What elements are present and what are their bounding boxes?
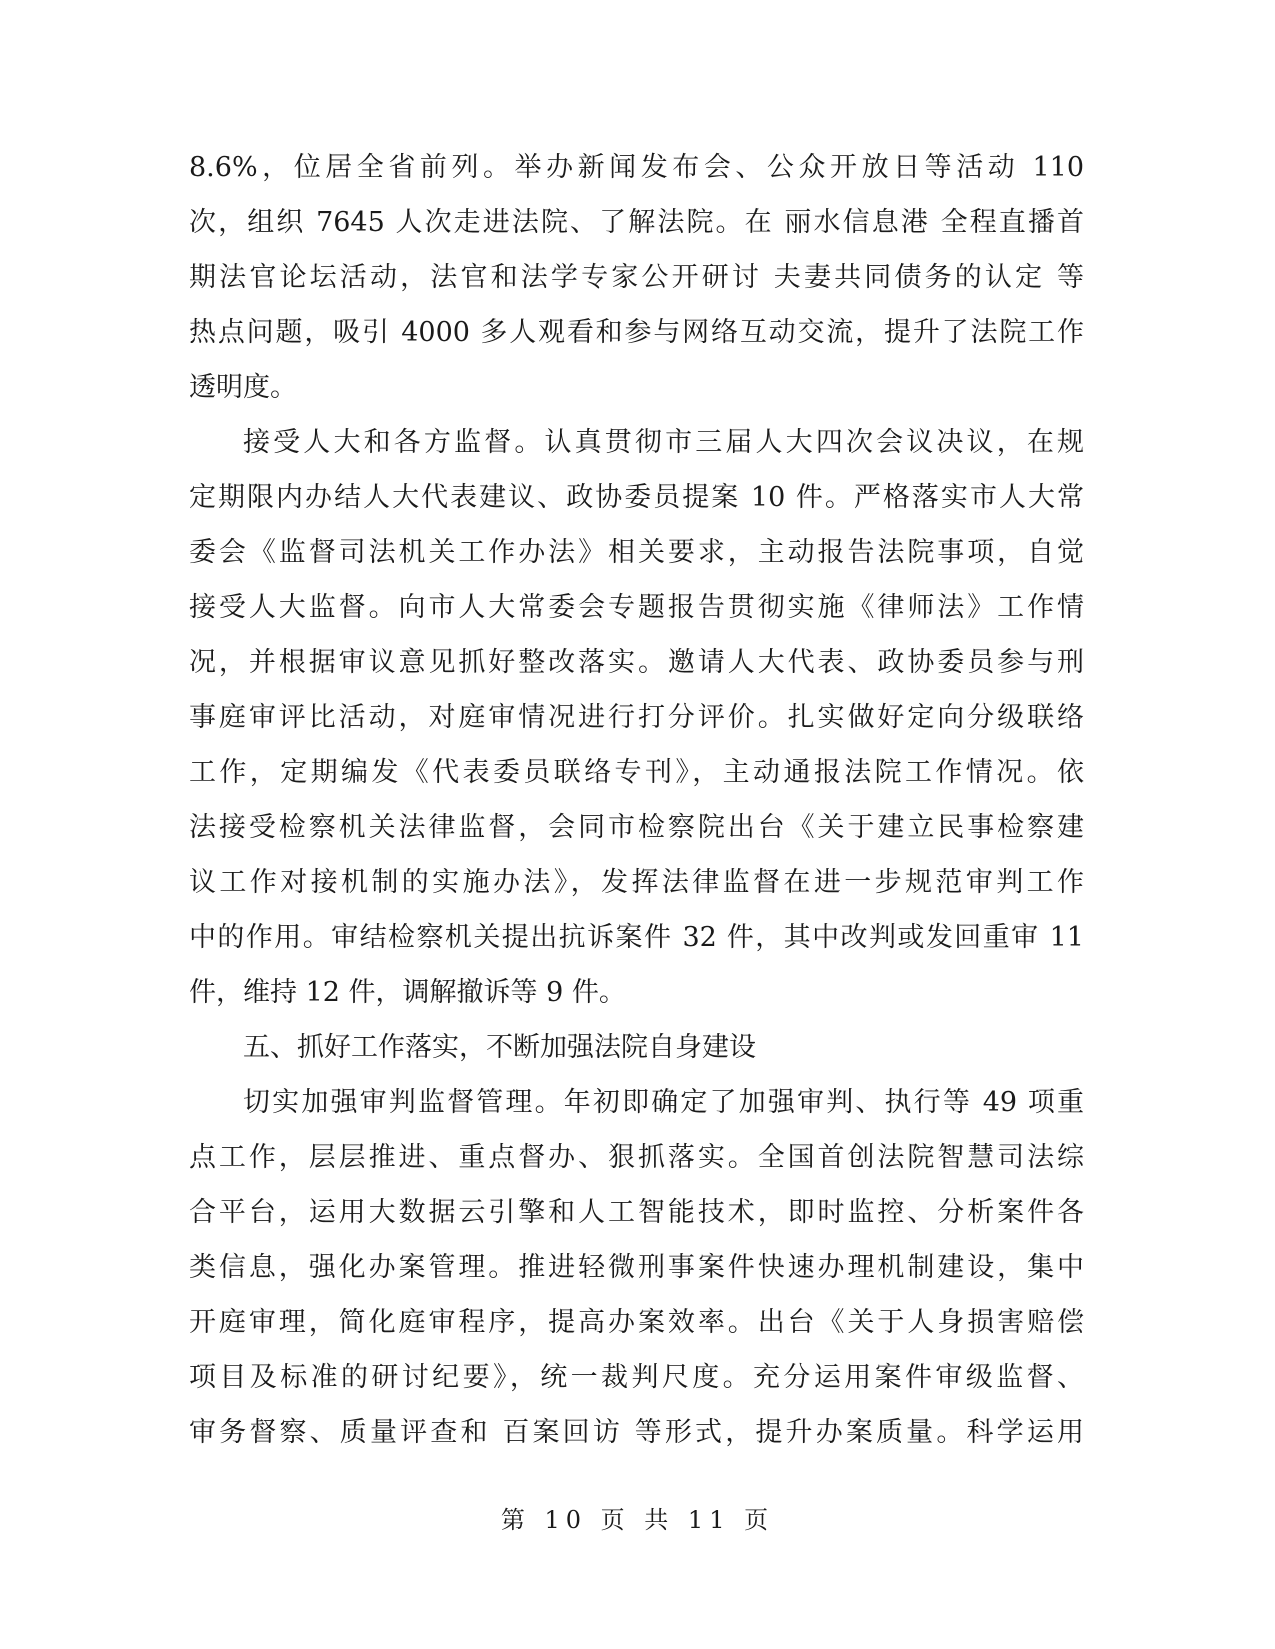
text-line: 切实加强审判监督管理。年初即确定了加强审判、执行等 49 项重: [243, 1087, 1084, 1118]
text-line: 事庭审评比活动，对庭审情况进行打分评价。扎实做好定向分级联络: [189, 702, 1084, 733]
text-line: 次，组织 7645 人次走进法院、了解法院。在 丽水信息港 全程直播首: [189, 207, 1084, 238]
text-line: 工作，定期编发《代表委员联络专刊》，主动通报法院工作情况。依: [189, 757, 1084, 788]
text-line: 期法官论坛活动，法官和法学专家公开研讨 夫妻共同债务的认定 等: [189, 262, 1084, 293]
text-line: 项目及标准的研讨纪要》，统一裁判尺度。充分运用案件审级监督、: [189, 1362, 1084, 1393]
text-line: 接受人大和各方监督。认真贯彻市三届人大四次会议决议，在规: [243, 427, 1084, 458]
paragraph-supervision: [189, 415, 1084, 1020]
text-line: 类信息，强化办案管理。推进轻微刑事案件快速办理机制建设，集中: [189, 1252, 1084, 1283]
text-line: 接受人大监督。向市人大常委会专题报告贯彻实施《律师法》工作情: [189, 592, 1084, 623]
text-line: 议工作对接机制的实施办法》，发挥法律监督在进一步规范审判工作: [189, 867, 1084, 898]
document-body: [189, 140, 1084, 1460]
text-line: 中的作用。审结检察机关提出抗诉案件 32 件，其中改判或发回重审 11: [189, 922, 1084, 953]
text-line: 审务督察、质量评查和 百案回访 等形式，提升办案质量。科学运用: [189, 1417, 1084, 1448]
text-line: 8.6%，位居全省前列。举办新闻发布会、公众开放日等活动 110: [189, 152, 1084, 183]
text-line: 况，并根据审议意见抓好整改落实。邀请人大代表、政协委员参与刑: [189, 647, 1084, 678]
paragraph-trial-management: [189, 1075, 1084, 1460]
text-line: 法接受检察机关法律监督，会同市检察院出台《关于建立民事检察建: [189, 812, 1084, 843]
section-heading: [189, 1020, 1084, 1075]
heading-text: 五、抓好工作落实，不断加强法院自身建设: [243, 1032, 756, 1063]
text-line: 件，维持 12 件，调解撤诉等 9 件。: [189, 977, 626, 1008]
text-line: 点工作，层层推进、重点督办、狠抓落实。全国首创法院智慧司法综: [189, 1142, 1084, 1173]
text-line: 透明度。: [189, 372, 297, 403]
text-line: 合平台，运用大数据云引擎和人工智能技术，即时监控、分析案件各: [189, 1197, 1084, 1228]
text-line: 热点问题，吸引 4000 多人观看和参与网络互动交流，提升了法院工作: [189, 317, 1084, 348]
paragraph-publicity: [189, 140, 1084, 415]
text-line: 开庭审理，简化庭审程序，提高办案效率。出台《关于人身损害赔偿: [189, 1307, 1084, 1338]
text-line: 委会《监督司法机关工作办法》相关要求，主动报告法院事项，自觉: [189, 537, 1084, 568]
text-line: 定期限内办结人大代表建议、政协委员提案 10 件。严格落实市人大常: [189, 482, 1084, 513]
page-number-footer: 第 10 页 共 11 页: [500, 1506, 775, 1534]
